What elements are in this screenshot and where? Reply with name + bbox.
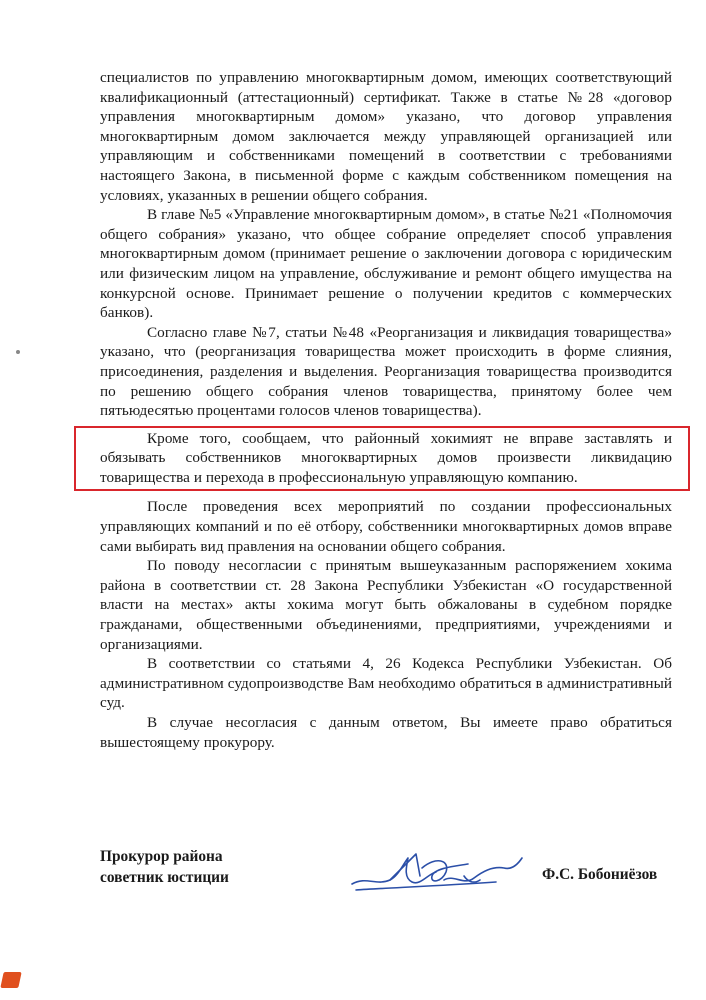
paragraph-8: В случае несогласия с данным ответом, Вы имеете право обратиться вышестоящему прокурору. (100, 714, 672, 751)
signatory-position-line2: советник юстиции (100, 869, 229, 886)
scan-speck (16, 350, 20, 354)
paragraph-3: Согласно главе №7, статьи №48 «Реорганизация и ликвидация товарищества» указано, что (реорганизация товарищества может происходить в форме слияния, присоединения, разделения и выделения. Реорганизация товарищества производится по решению общего собрания членов товарищества, принятому более чем пятьюдесятью процентами голосов членов товарищества). (100, 323, 672, 420)
document-body (100, 68, 672, 752)
paragraph-5: После проведения всех мероприятий по создании профессиональных управляющих компаний и по её отбору, собственники многоквартирных домов вправе сами выбирать вид правления на основании общего собрания. (100, 498, 672, 555)
paragraph-1: специалистов по управлению многоквартирным домом, имеющих соответствующий квалификационный (аттестационный) сертификат. Также в статье №28 «договор управления многоквартирным домом» указано, что договор управления многоквартирным домом заключается между управляющей организацией или управляющим и собственниками помещений в соответствии с требованиями настоящего Закона, в письменной форме с каждым собственником помещения на условиях, указанных в решении общего собрания. (100, 69, 672, 204)
highlighted-statement-box (74, 426, 690, 492)
signatory-position-line1: Прокурор района (100, 848, 223, 865)
signatory-position (100, 846, 229, 888)
corner-stamp-mark (0, 972, 21, 988)
paragraph-6: По поводу несогласии с принятым вышеуказанным распоряжением хокима района в соответствии ст. 28 Закона Республики Узбекистан «О государственной власти на местах» акты хокима могут быть обжалованы в судебном порядке гражданами, общественными объединениями, предприятиями, учреждениями и организациями. (100, 557, 672, 653)
handwritten-signature (346, 846, 526, 896)
paragraph-7: В соответствии со статьями 4, 26 Кодекса Республики Узбекистан. Об административном судопроизводстве Вам необходимо обратиться в административный суд. (100, 655, 672, 712)
paragraph-4-highlighted: Кроме того, сообщаем, что районный хокимият не вправе заставлять и обязывать собственников многоквартирных домов произвести ликвидацию товарищества и перехода в профессиональную управляющую компанию. (100, 429, 672, 486)
signatory-name: Ф.С. Бобониёзов (542, 866, 658, 883)
paragraph-2: В главе №5 «Управление многоквартирным домом», в статье №21 «Полномочия общего собрания» указано, что общее собрание определяет способ управления многоквартирным домом (принимает решение о заключении договора с юридическим или физическим лицом на управление, обслуживание и ремонт общего имущества на конкурсной основе. Принимает решение о получении кредитов с коммерческих банков). (100, 206, 672, 322)
